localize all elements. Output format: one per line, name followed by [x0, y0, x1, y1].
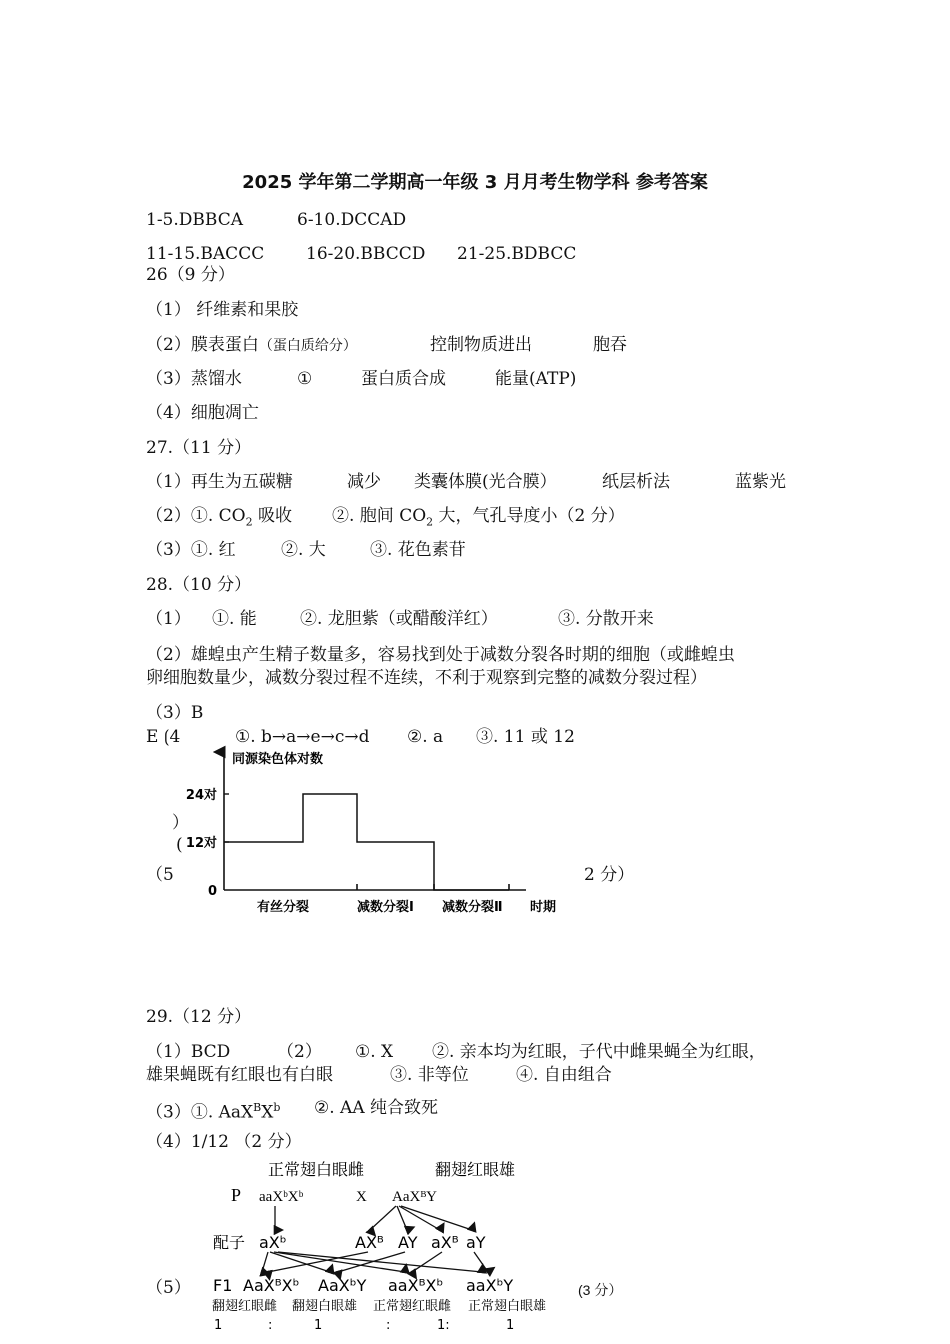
q26-answer-2-main: （2）膜表蛋白: [146, 335, 259, 355]
q28-answer-5-paren-1: ）: [172, 813, 189, 833]
arrow-m-to-f1-3: [412, 1252, 442, 1272]
page-title: 2025 学年第二学期高一年级 3 月月考生物学科 参考答案: [242, 172, 708, 193]
cross-P-label: P: [231, 1185, 242, 1205]
q26-answer-2b: 控制物质进出: [430, 335, 532, 355]
arrow-f-to-f1-4: [278, 1252, 482, 1272]
x-category-label: 减数分裂Ⅰ: [357, 900, 414, 915]
cross-phenotype-1: 翻翅红眼雌: [212, 1299, 278, 1314]
arrow-p-male-4: [401, 1206, 472, 1230]
cross-male-title: 翻翅红眼雄: [435, 1160, 516, 1179]
q27-answer-3b: ②. 大: [281, 540, 326, 560]
q27-answer-1c: 类囊体膜(光合膜）: [414, 472, 557, 492]
cross-phenotype-2: 翻翅白眼雄: [292, 1299, 358, 1314]
cross-ratio-1: 1: [214, 1318, 223, 1333]
q28-answer-2-line2: 卵细胞数量少，减数分裂过程不连续，不利于观察到完整的减数分裂过程）: [146, 668, 707, 688]
q27-co2-sub-2: 2: [426, 515, 434, 529]
mc-group-2: 6-10.DCCAD: [297, 210, 407, 230]
q29-answer-1: （1）BCD: [146, 1042, 231, 1062]
q28-answer-5-label: （5: [146, 865, 174, 885]
cross-gamete-male-4: aY: [466, 1233, 486, 1252]
cross-ratio-4: 1: [506, 1318, 515, 1333]
q27-heading: 27.（11 分）: [146, 438, 252, 458]
q28-answer-5-paren-2: (: [176, 835, 183, 855]
q28-answer-5-score: 2 分）: [584, 865, 635, 885]
q29-answer-2a: ①. X: [355, 1042, 394, 1062]
mc-group-4: 16-20.BBCCD: [306, 244, 426, 264]
q28-answer-1d: ③. 分散开来: [558, 609, 654, 629]
q26-answer-1: （1） 纤维素和果胶: [146, 300, 299, 320]
q28-heading: 28.（10 分）: [146, 575, 252, 595]
cross-female-title: 正常翅白眼雌: [268, 1160, 365, 1179]
cross-p-female: aaXᵇXᵇ: [259, 1189, 304, 1205]
cross-ratio-2: 1: [314, 1318, 323, 1333]
q26-answer-4: （4）细胞凋亡: [146, 403, 259, 423]
q29-heading: 29.（12 分）: [146, 1007, 252, 1027]
q28-answer-1a: （1）: [146, 609, 191, 629]
q29-answer-2-label: （2）: [277, 1042, 322, 1062]
cross-f1-1: AaXᴮXᵇ: [243, 1276, 300, 1295]
arrow-m-to-f1-4: [474, 1252, 488, 1272]
q27-answer-1b: 减少: [347, 472, 381, 492]
q27-answer-1d: 纸层析法: [602, 472, 670, 492]
q29-answer-5-label: （5）: [146, 1278, 191, 1298]
q27-answer-3c: ③. 花色素苷: [370, 540, 466, 560]
q29-answer-2d: ④. 自由组合: [516, 1065, 612, 1085]
arrow-f-to-f1-1: [262, 1252, 268, 1272]
q29-answer-2b-line1: ②. 亲本均为红眼，子代中雌果蝇全为红眼，: [432, 1042, 766, 1062]
q28-answer-2-line1: （2）雄蝗虫产生精子数量多，容易找到处于减数分裂各时期的细胞（或雌蝗虫: [146, 645, 735, 665]
q26-answer-3a: （3）蒸馏水: [146, 369, 242, 389]
cross-f1-3: aaXᴮXᵇ: [388, 1276, 444, 1295]
q27-answer-1a: （1）再生为五碳糖: [146, 472, 293, 492]
cross-ratio-sep-1: :: [268, 1318, 273, 1333]
q29-sup-b: b: [273, 1101, 281, 1114]
cross-gamete-female: aXᵇ: [259, 1233, 287, 1252]
q27-answer-3a: （3）①. 红: [146, 540, 236, 560]
x-axis-title: 时期: [530, 900, 557, 915]
q28-answer-4b: ②. a: [407, 727, 444, 747]
q28-answer-1b: ①. 能: [212, 609, 257, 629]
y-tick-label: 0: [207, 884, 217, 899]
arrow-p-male-1: [370, 1206, 396, 1230]
y-axis-title: 同源染色体对数: [232, 752, 324, 767]
arrow-m-to-f1-2: [338, 1252, 405, 1272]
mc-group-5: 21-25.BDBCC: [457, 244, 577, 264]
cross-phenotype-4: 正常翅白眼雄: [468, 1299, 547, 1314]
cross-X-symbol: X: [356, 1189, 367, 1205]
q26-answer-3d: 能量(ATP): [495, 369, 577, 389]
q28-answer-3: （3）B: [146, 703, 204, 723]
cross-f1-4: aaXᵇY: [466, 1276, 514, 1295]
q26-answer-3b: ①: [297, 369, 313, 389]
arrow-m-to-f1-1: [268, 1252, 368, 1272]
q29-answer-2c: ③. 非等位: [390, 1065, 469, 1085]
cross-gamete-label: 配子: [213, 1233, 246, 1252]
cross-ratio-3: 1:: [437, 1318, 450, 1333]
q28-answer-4c: ③. 11 或 12: [476, 727, 575, 747]
cross-p-male: AaXᴮY: [392, 1189, 437, 1205]
q26-heading: 26（9 分）: [146, 265, 235, 285]
x-category-label: 减数分裂Ⅱ: [442, 900, 503, 915]
q28-answer-1c: ②. 龙胆紫（或醋酸洋红）: [300, 609, 498, 629]
cross-ratio-sep-2: :: [386, 1318, 391, 1333]
y-tick-label: 24对: [185, 788, 217, 803]
q27-co2-sub: 2: [245, 515, 253, 529]
y-tick-label: 12对: [185, 836, 217, 851]
q27-answer-1e: 蓝紫光: [735, 472, 786, 492]
x-category-label: 有丝分裂: [257, 900, 310, 915]
cross-f1-2: AaXᵇY: [318, 1276, 367, 1295]
q29-answer-3a-text: （3）①. AaX: [146, 1102, 254, 1123]
q26-answer-2-note: （蛋白质给分）: [258, 338, 357, 354]
mc-group-1: 1-5.DBBCA: [146, 210, 243, 230]
q26-answer-3c: 蛋白质合成: [361, 369, 446, 389]
cross-gamete-male-1: AXᴮ: [355, 1233, 384, 1252]
q26-answer-2c: 胞吞: [593, 335, 627, 355]
q27-answer-2b-tail: 大，气孔导度小（2 分）: [433, 506, 625, 526]
q28-answer-4a: ①. b→a→e→c→d: [235, 727, 370, 747]
cross-gamete-male-2: AY: [398, 1233, 418, 1252]
mc-group-3: 11-15.BACCC: [146, 244, 265, 264]
q29-answer-3a-x: X: [261, 1102, 274, 1123]
q29-answer-5-score: (3 分）: [578, 1282, 623, 1298]
q28-answer-4-prefix: E ⟮4: [146, 727, 181, 747]
q29-sup-B: B: [253, 1101, 262, 1114]
cross-gamete-male-3: aXᴮ: [431, 1233, 459, 1252]
cross-phenotype-3: 正常翅红眼雌: [373, 1299, 452, 1314]
q29-answer-3b: ②. AA 纯合致死: [314, 1098, 439, 1118]
cross-F1-label: F1: [213, 1276, 233, 1295]
q29-answer-4: （4）1/12 （2 分）: [146, 1132, 302, 1152]
q27-answer-2a-text: （2）①. CO: [146, 506, 246, 526]
q27-answer-2a-tail: 吸收: [252, 506, 292, 526]
q29-answer-2b-line2: 雄果蝇既有红眼也有白眼: [146, 1065, 333, 1085]
q27-answer-2b-text: ②. 胞间 CO: [332, 506, 427, 526]
